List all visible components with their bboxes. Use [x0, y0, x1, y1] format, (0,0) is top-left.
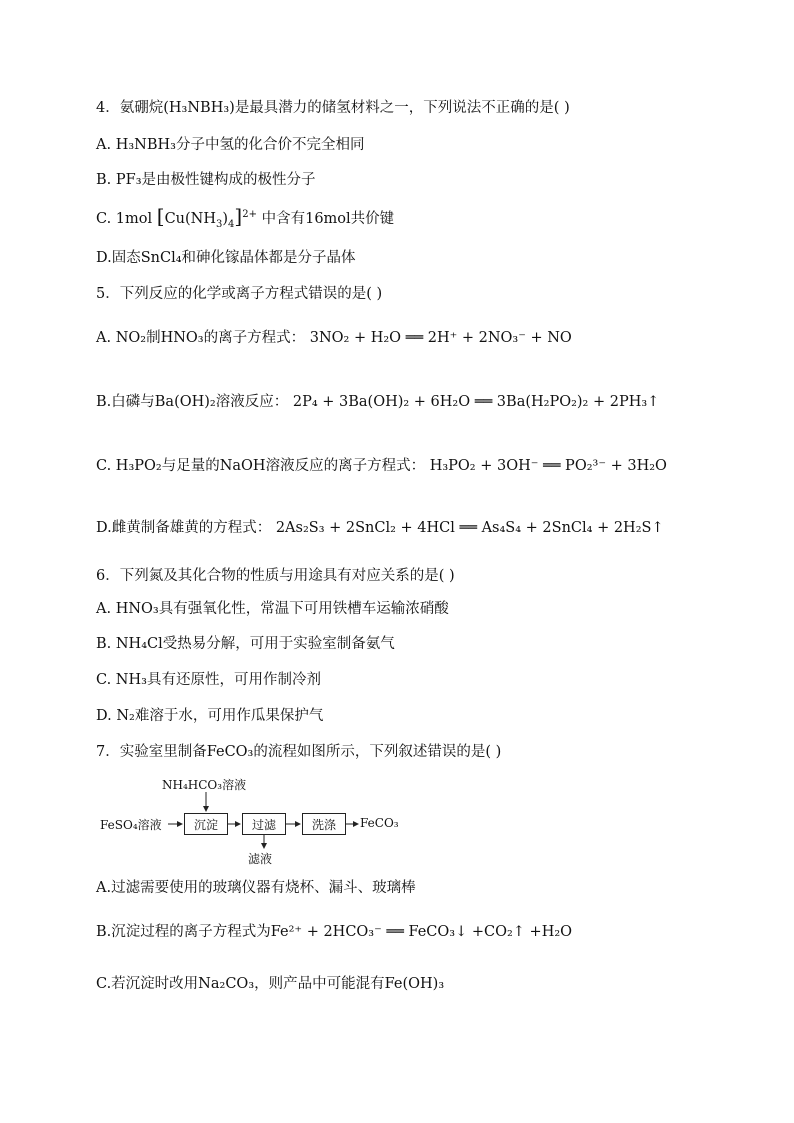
- flow-byproduct: 滤液: [248, 852, 273, 866]
- flow-product: FeCO₃: [360, 816, 399, 830]
- complex-ion: $[Cu(NH_3)_4]^{2+}$: [156, 204, 257, 230]
- q7-stem: 7．实验室里制备FeCO₃的流程如图所示，下列叙述错误的是( ): [96, 744, 502, 760]
- q5-option-c: C. H₃PO₂与足量的NaOH溶液反应的离子方程式： H₃PO₂ + 3OH⁻ ══ PO₂³⁻ + 3H₂O: [96, 458, 667, 474]
- q6-option-c: C. NH₃具有还原性，可用作制冷剂: [96, 672, 321, 688]
- q5-option-a: A. NO₂制HNO₃的离子方程式： 3NO₂ + H₂O ══ 2H⁺ + 2NO₃⁻ + NO: [96, 330, 572, 346]
- q6-option-d: D. N₂难溶于水，可用作瓜果保护气: [96, 708, 324, 724]
- q5-option-d: D.雌黄制备雄黄的方程式： 2As₂S₃ + 2SnCl₂ + 4HCl ══ As₄S₄ + 2SnCl₄ + 2H₂S↑: [96, 520, 664, 536]
- flow-arrows: [100, 776, 520, 872]
- q5-stem: 5．下列反应的化学或离子方程式错误的是( ): [96, 286, 383, 302]
- flow-reagent-top: NH₄HCO₃溶液: [162, 778, 247, 792]
- q5-c-equation: H₃PO₂ + 3OH⁻ ══ PO₂³⁻ + 3H₂O: [429, 458, 667, 474]
- flow-start: FeSO₄溶液: [100, 818, 162, 832]
- q6-option-a: A. HNO₃具有强氧化性，常温下可用铁槽车运输浓硝酸: [96, 601, 449, 617]
- q5-d-equation: 2As₂S₃ + 2SnCl₂ + 4HCl ══ As₄S₄ + 2SnCl₄ + 2H₂S↑: [275, 520, 664, 536]
- q7-option-c: C.若沉淀时改用Na₂CO₃，则产品中可能混有Fe(OH)₃: [96, 976, 445, 992]
- q6-stem: 6．下列氮及其化合物的性质与用途具有对应关系的是( ): [96, 568, 455, 584]
- q7-option-b: B.沉淀过程的离子方程式为Fe²⁺ + 2HCO₃⁻ ══ FeCO₃↓ +CO₂↑ +H₂O: [96, 924, 573, 940]
- q5-b-equation: 2P₄ + 3Ba(OH)₂ + 6H₂O ══ 3Ba(H₂PO₂)₂ + 2PH₃↑: [292, 394, 660, 410]
- flow-step-wash: 洗涤: [302, 813, 346, 835]
- flow-step-precipitate: 沉淀: [184, 813, 228, 835]
- q5-a-equation: 3NO₂ + H₂O ══ 2H⁺ + 2NO₃⁻ + NO: [309, 330, 572, 346]
- q7-option-a: A.过滤需要使用的玻璃仪器有烧杯、漏斗、玻璃棒: [96, 880, 416, 896]
- q4-option-b: B. PF₃是由极性键构成的极性分子: [96, 172, 316, 188]
- q4-option-a: A. H₃NBH₃分子中氢的化合价不完全相同: [96, 137, 365, 153]
- q4-option-c: C. 1mol $[Cu(NH_3)_4]^{2+}$ 中含有16mol共价键: [96, 204, 395, 230]
- flow-step-filter: 过滤: [242, 813, 286, 835]
- q6-option-b: B. NH₄Cl受热易分解，可用于实验室制备氨气: [96, 636, 395, 652]
- q4-stem: 4．氨硼烷(H₃NBH₃)是最具潜力的储氢材料之一，下列说法不正确的是( ): [96, 100, 570, 116]
- q5-option-b: B.白磷与Ba(OH)₂溶液反应： 2P₄ + 3Ba(OH)₂ + 6H₂O ══ 3Ba(H₂PO₂)₂ + 2PH₃↑: [96, 394, 660, 410]
- q7-flow-diagram: [100, 776, 520, 872]
- q4-option-d: D.固态SnCl₄和砷化镓晶体都是分子晶体: [96, 250, 356, 266]
